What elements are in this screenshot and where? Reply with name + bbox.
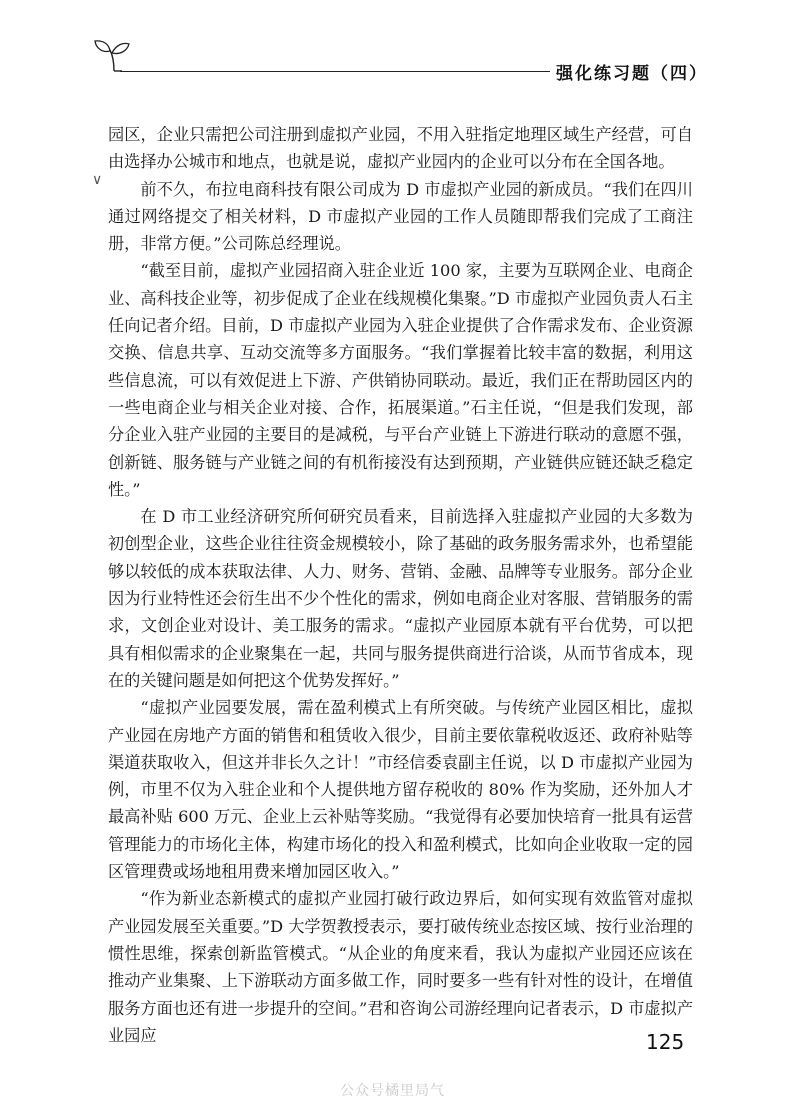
header-title: 强化练习题（四） <box>556 64 708 84</box>
sprout-icon <box>92 38 132 72</box>
watermark: 公众号橘里局气 <box>340 1083 445 1099</box>
margin-mark: ∨ <box>92 172 103 188</box>
paragraph: “作为新业态新模式的虚拟产业园打破行政边界后，如何实现有效监管对虚拟产业园发展至关重要。”D 大学贺教授表示，要打破传统业态按区域、按行业治理的惯性思维，探索创新监管模式。“从企业的角度来看，我认为虚拟产业园还应该在推动产业集聚、上下游联动方面多做工作，同时要多一些有针对性的设计，在增值服务方面也还有进一步提升的空间。”君和咨询公司游经理向记者表示，D 市虚拟产业园应 <box>108 889 693 1045</box>
paragraph: “截至目前，虚拟产业园招商入驻企业近 100 家，主要为互联网企业、电商企业、高科技企业等，初步促成了企业在线规模化集聚。”D 市虚拟产业园负责人石主任向记者介绍。目前，D 市虚拟产业园为入驻企业提供了合作需求发布、企业资源交换、信息共享、互动交流等多方面服务。“我们掌握着比较丰富的数据，利用这些信息流，可以有效促进上下游、产供销协同联动。最近，我们正在帮助园区内的一些电商企业与相关企业对接、合作，拓展渠道。”石主任说，“但是我们发现，部分企业入驻产业园的主要目的是减税，与平台产业链上下游进行联动的意愿不强，创新链、服务链与产业链之间的有机衔接没有达到预期，产业链供应链还缺乏稳定性。” <box>108 261 693 499</box>
paragraph: 在 D 市工业经济研究所何研究员看来，目前选择入驻虚拟产业园的大多数为初创型企业，这些企业往往资金规模较小，除了基础的政务服务需求外，也希望能够以较低的成本获取法律、人力、财务、营销、金融、品牌等专业服务。部分企业因为行业特性还会衍生出不少个性化的需求，例如电商企业对客服、营销服务的需求，文创企业对设计、美工服务的需求。“虚拟产业园原本就有平台优势，可以把具有相似需求的企业聚集在一起，共同与服务提供商进行洽谈，从而节省成本，现在的关键问题是如何把这个优势发挥好。” <box>108 507 693 690</box>
paragraph: 前不久，布拉电商科技有限公司成为 D 市虚拟产业园的新成员。“我们在四川通过网络提交了相关材料，D 市虚拟产业园的工作人员随即帮我们完成了工商注册，非常方便。”公司陈总经理说。 <box>108 179 693 254</box>
paragraph: “虚拟产业园要发展，需在盈利模式上有所突破。与传统产业园区相比，虚拟产业园在房地产方面的销售和租赁收入很少，目前主要依靠税收返还、政府补贴等渠道获取收入，但这并非长久之计！”市经信委袁副主任说，以 D 市虚拟产业园为例，市里不仅为入驻企业和个人提供地方留存税收的 80% 作为奖励，还外加人才最高补贴 600 万元、企业上云补贴等奖励。“我觉得有必要加快培育一批具有运营管理能力的市场化主体，构建市场化的投入和盈利模式，比如向企业收取一定的园区管理费或场地租用费来增加园区收入。” <box>108 698 693 882</box>
article-body <box>108 121 693 1049</box>
paragraph-continuation: 园区，企业只需把公司注册到虚拟产业园，不用入驻指定地理区域生产经营，可自由选择办公城市和地点，也就是说，虚拟产业园内的企业可以分布在全国各地。 <box>108 125 693 172</box>
header-rule <box>120 71 550 72</box>
page-number: 125 <box>646 1030 685 1054</box>
